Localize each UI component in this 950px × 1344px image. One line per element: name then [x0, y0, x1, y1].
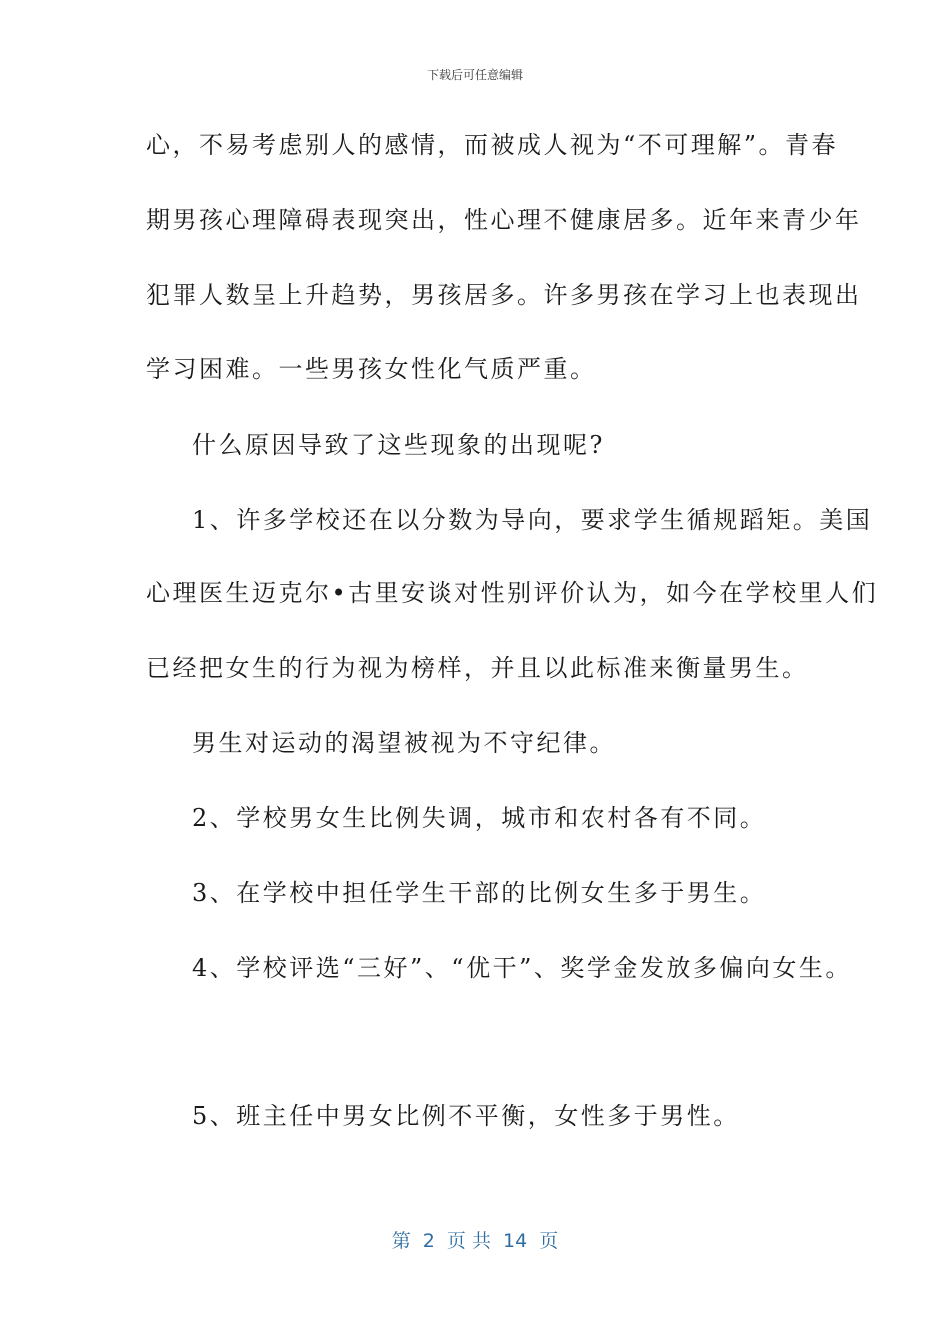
paragraph-line: 已经把女生的行为视为榜样，并且以此标准来衡量男生。 [146, 654, 809, 682]
paragraph-line: 心理医生迈克尔•古里安谈对性别评价认为，如今在学校里人们 [146, 579, 879, 607]
paragraph-line: 什么原因导致了这些现象的出现呢? [192, 431, 605, 459]
header-note: 下载后可任意编辑 [426, 68, 523, 82]
paragraph-line: 4、学校评选“三好”、“优干”、奖学金发放多偏向女生。 [192, 954, 852, 982]
paragraph-line: 5、班主任中男女比例不平衡，女性多于男性。 [192, 1102, 740, 1130]
paragraph-line: 2、学校男女生比例失调，城市和农村各有不同。 [192, 804, 767, 832]
paragraph-line: 男生对运动的渴望被视为不守纪律。 [192, 729, 616, 757]
paragraph-line: 犯罪人数呈上升趋势，男孩居多。许多男孩在学习上也表现出 [146, 281, 862, 309]
page-number-footer: 第 2 页 共 14 页 [391, 1230, 559, 1252]
paragraph-line: 1、许多学校还在以分数为导向，要求学生循规蹈矩。美国 [192, 506, 873, 534]
paragraph-line: 学习困难。一些男孩女性化气质严重。 [146, 355, 597, 383]
paragraph-line: 期男孩心理障碍表现突出，性心理不健康居多。近年来青少年 [146, 206, 862, 234]
paragraph-line: 心，不易考虑别人的感情，而被成人视为“不可理解”。青春 [146, 131, 839, 159]
paragraph-line: 3、在学校中担任学生干部的比例女生多于男生。 [192, 879, 767, 907]
